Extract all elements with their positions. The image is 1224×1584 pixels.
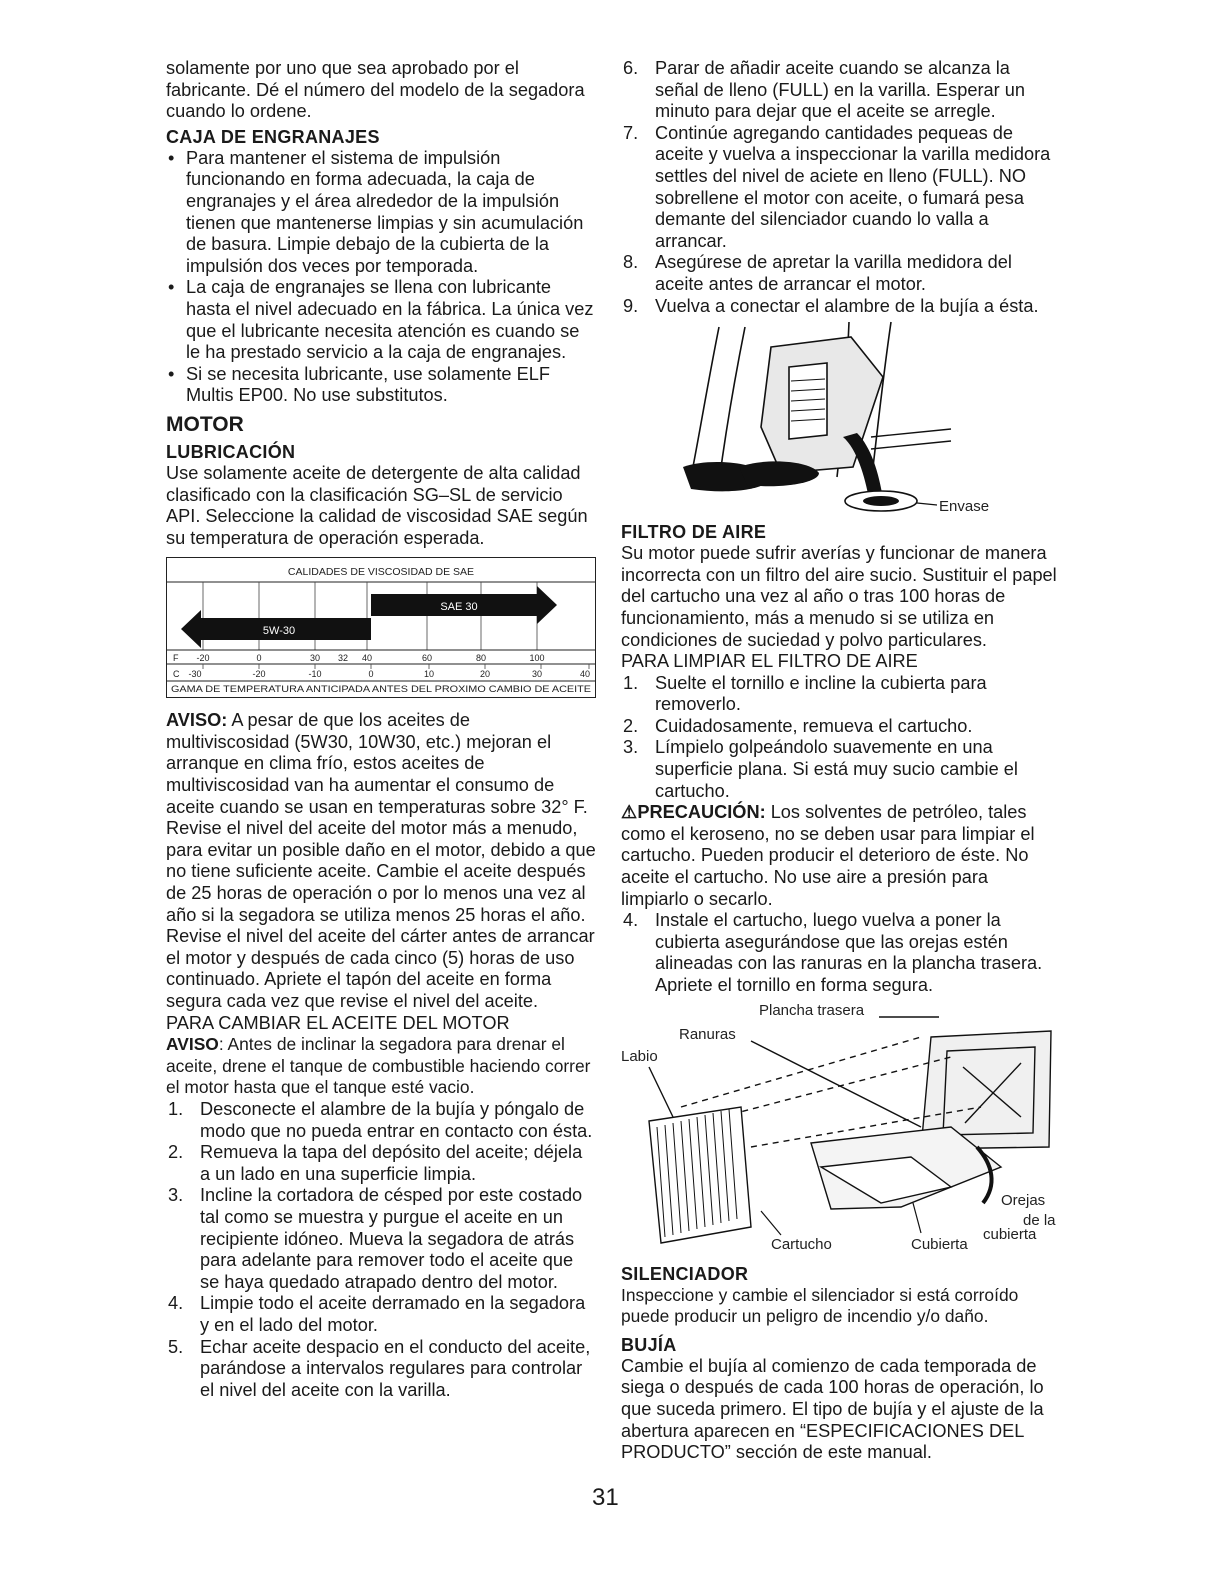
clean-filter-steps xyxy=(621,673,1057,803)
notice2-paragraph xyxy=(166,1034,596,1099)
list-item: 5. Echar aceite despacio en el conducto del aceite, parándose a intervalos regulares para controlar el nivel del aceite con la varilla. xyxy=(168,1336,591,1400)
spark-plug-text: Cambie el bujía al comienzo de cada temporada de siega o después de cada 100 horas de operación, lo que suceda primero. El tipo de bujía y el ajuste de la abertura aparecen en “ESPECIFICACIONES DEL PRODUCTO” sección de este manual. xyxy=(621,1355,1044,1463)
c-axis-label: C xyxy=(173,669,180,680)
backplate-label: Plancha trasera xyxy=(759,1001,865,1019)
lubrication-text: Use solamente aceite de detergente de alta calidad clasificado con la clasificación SG–SL de servicio API. Seleccione la calidad de viscosidad SAE según su temperatura de operación esperada. xyxy=(166,462,588,548)
oil-drain-illustration xyxy=(621,317,1057,517)
f-tick: 32 xyxy=(337,653,349,664)
left-column xyxy=(166,58,596,1401)
list-item: 3. Límpielo golpeándolo suavemente en una superficie plana. Si está muy sucio cambie el cartucho. xyxy=(623,737,1018,801)
c-tick: -10 xyxy=(308,669,322,680)
f-tick: 40 xyxy=(361,653,373,664)
intro-text: solamente por uno que sea aprobado por el fabricante. Dé el número del modelo de la segadora cuando lo ordene. xyxy=(166,58,585,122)
cover-label: Cubierta xyxy=(911,1235,968,1253)
caution-text: Los solventes de petróleo, tales como el keroseno, no se deben usar para limpiar el cartucho. Pueden producir el deterioro de éste. No aceite el cartucho. No use aire a presión para limpiarlo o secarlo. xyxy=(621,802,1035,909)
right-column xyxy=(621,58,1057,1464)
oil-fill-steps xyxy=(621,58,1057,317)
lip-label: Labio xyxy=(621,1047,658,1065)
cartridge-label: Cartucho xyxy=(771,1235,832,1253)
muffler-heading: SILENCIADOR xyxy=(621,1263,749,1284)
list-item: 9. Vuelva a conectar el alambre de la bujía a ésta. xyxy=(623,295,1039,316)
ears-label-3: cubierta xyxy=(983,1225,1037,1243)
list-item: 8. Asegúrese de apretar la varilla medidora del aceite antes de arrancar el motor. xyxy=(623,252,1012,294)
gearbox-heading: CAJA DE ENGRANAJES xyxy=(166,126,380,147)
list-item: 1. Desconecte el alambre de la bujía y póngalo de modo que no pueda entrar en contacto con ésta. xyxy=(168,1098,593,1141)
clean-filter-heading: PARA LIMPIAR EL FILTRO DE AIRE xyxy=(621,651,918,672)
c-tick: 40 xyxy=(579,669,591,680)
c-tick: 0 xyxy=(368,669,374,680)
gearbox-list xyxy=(166,148,596,407)
sae-viscosity-chart xyxy=(166,557,596,698)
caution-label: PRECAUCIÓN: xyxy=(637,802,766,823)
c-tick: -30 xyxy=(188,669,202,680)
f-tick: 30 xyxy=(309,653,321,664)
f-tick: -20 xyxy=(196,653,210,664)
list-item: 2. Cuidadosamente, remueva el cartucho. xyxy=(623,715,973,736)
notice-text: A pesar de que los aceites de multiviscosidad (5W30, 10W30, etc.) mejoran el arranque en clima frío, estos aceites de multiviscosidad van ha aumentar el consumo de aceite cuando se usan en temperaturas sobre 32° F. Revise el nivel del aceite del motor más a menudo, para evitar un posible daño en el motor, debido a que no tiene suficiente aceite. Cambie el aceite después de 25 horas de operación o por lo menos una vez al año si la segadora se utiliza menos 25 horas el año. Revise el nivel del aceite del cárter antes de arrancar el motor y después de cada cinco (5) horas de uso continuado. Apriete el tapón del aceite en forma segura cada vez que revise el nivel del aceite. xyxy=(166,710,596,1011)
list-item: 6. Parar de añadir aceite cuando se alcanza la señal de lleno (FULL) en la varilla. Esperar un minuto para dejar que el aceite se arregle. xyxy=(623,58,1026,122)
clean-filter-step-4 xyxy=(621,910,1057,996)
change-oil-heading: PARA CAMBIAR EL ACEITE DEL MOTOR xyxy=(166,1012,510,1033)
list-item: 7. Continúe agregando cantidades pequeas de aceite y vuelva a inspeccionar la varilla medidora settles del nivel de aciete en lleno (FULL). NO sobrellene el motor con aceite, o fumará pesa demante del silenciador cuando lo valla a arrancar. xyxy=(623,122,1051,251)
notice2-label: AVISO xyxy=(166,1034,219,1055)
container-label: Envase xyxy=(939,498,990,516)
spark-plug-heading: BUJÍA xyxy=(621,1334,677,1355)
c-tick: 20 xyxy=(479,669,491,680)
list-item: • Para mantener el sistema de impulsión funcionando en forma adecuada, la caja de engranajes y el área alrededor de la impulsión tienen que mantenerse limpias y sin acumulación de basura. Limpie debajo de la cubierta de la impulsión dos veces por temporada. xyxy=(166,148,596,278)
f-tick: 60 xyxy=(421,653,433,664)
air-filter-text: Su motor puede sufrir averías y funcionar de manera incorrecta con un filtro del aire sucio. Sustituir el papel del cartucho una vez al año o tras 100 horas de funcionamiento, más a menudo si se utiliza en condiciones de suciedad y polvo particulares. xyxy=(621,543,1057,650)
lubrication-heading: LUBRICACIÓN xyxy=(166,441,296,462)
warning-triangle-icon: ⚠ xyxy=(621,802,638,823)
f-tick: 100 xyxy=(529,653,545,664)
c-tick: -20 xyxy=(252,669,266,680)
air-filter-illustration xyxy=(621,997,1057,1259)
c-tick: 10 xyxy=(423,669,435,680)
list-item: 4. Limpie todo el aceite derramado en la segadora y en el lado del motor. xyxy=(168,1293,586,1335)
change-oil-steps xyxy=(166,1099,596,1401)
page-number: 31 xyxy=(592,1484,619,1511)
muffler-text: Inspeccione y cambie el silenciador si está corroído puede producir un peligro de incendio y/o daño. xyxy=(621,1284,1019,1327)
list-item: 3. Incline la cortadora de césped por este costado tal como se muestra y purgue el aceite en un recipiente idóneo. Mueva la segadora de atrás para adelante para remover todo el aceite que se haya quedado atrapado dentro del motor. xyxy=(168,1185,583,1292)
slots-label: Ranuras xyxy=(679,1025,736,1043)
caution-paragraph xyxy=(621,802,1057,910)
sae30-label: SAE 30 xyxy=(440,601,478,614)
list-item: 2. Remueva la tapa del depósito del aceite; déjela a un lado en una superficie limpia. xyxy=(168,1142,583,1184)
ears-label-1: Orejas xyxy=(1001,1191,1046,1209)
f-tick: 80 xyxy=(475,653,487,664)
list-item: 1. Suelte el tornillo e incline la cubierta para removerlo. xyxy=(623,672,987,715)
notice-paragraph xyxy=(166,710,596,1012)
notice-label: AVISO: xyxy=(166,710,228,731)
ears-label-2: de la xyxy=(1023,1211,1056,1229)
chart-title: CALIDADES DE VISCOSIDAD DE SAE xyxy=(287,566,475,579)
f-axis-label: F xyxy=(173,653,179,664)
notice2-text: : Antes de inclinar la segadora para drenar el aceite, drene el tanque de combustible haciendo correr el motor hasta que el tanque esté vacio. xyxy=(166,1034,591,1098)
motor-heading: MOTOR xyxy=(166,412,244,436)
chart-footer: GAMA DE TEMPERATURA ANTICIPADA ANTES DEL PROXIMO CAMBIO DE ACEITE xyxy=(171,683,591,695)
list-item: 4. Instale el cartucho, luego vuelva a poner la cubierta asegurándose que las orejas estén alineadas con las ranuras en la plancha trasera. Apriete el tornillo en forma segura. xyxy=(623,910,1043,995)
air-filter-heading: FILTRO DE AIRE xyxy=(621,522,767,543)
f-tick: 0 xyxy=(256,653,262,664)
c-tick: 30 xyxy=(531,669,543,680)
5w30-label: 5W-30 xyxy=(262,625,296,638)
list-item: • Si se necesita lubricante, use solamente ELF Multis EP00. No use substitutos. xyxy=(166,364,596,407)
list-item: • La caja de engranajes se llena con lubricante hasta el nivel adecuado en la fábrica. La única vez que el lubricante necesita atención es cuando se le ha prestado servicio a la caja de engranajes. xyxy=(166,277,596,363)
